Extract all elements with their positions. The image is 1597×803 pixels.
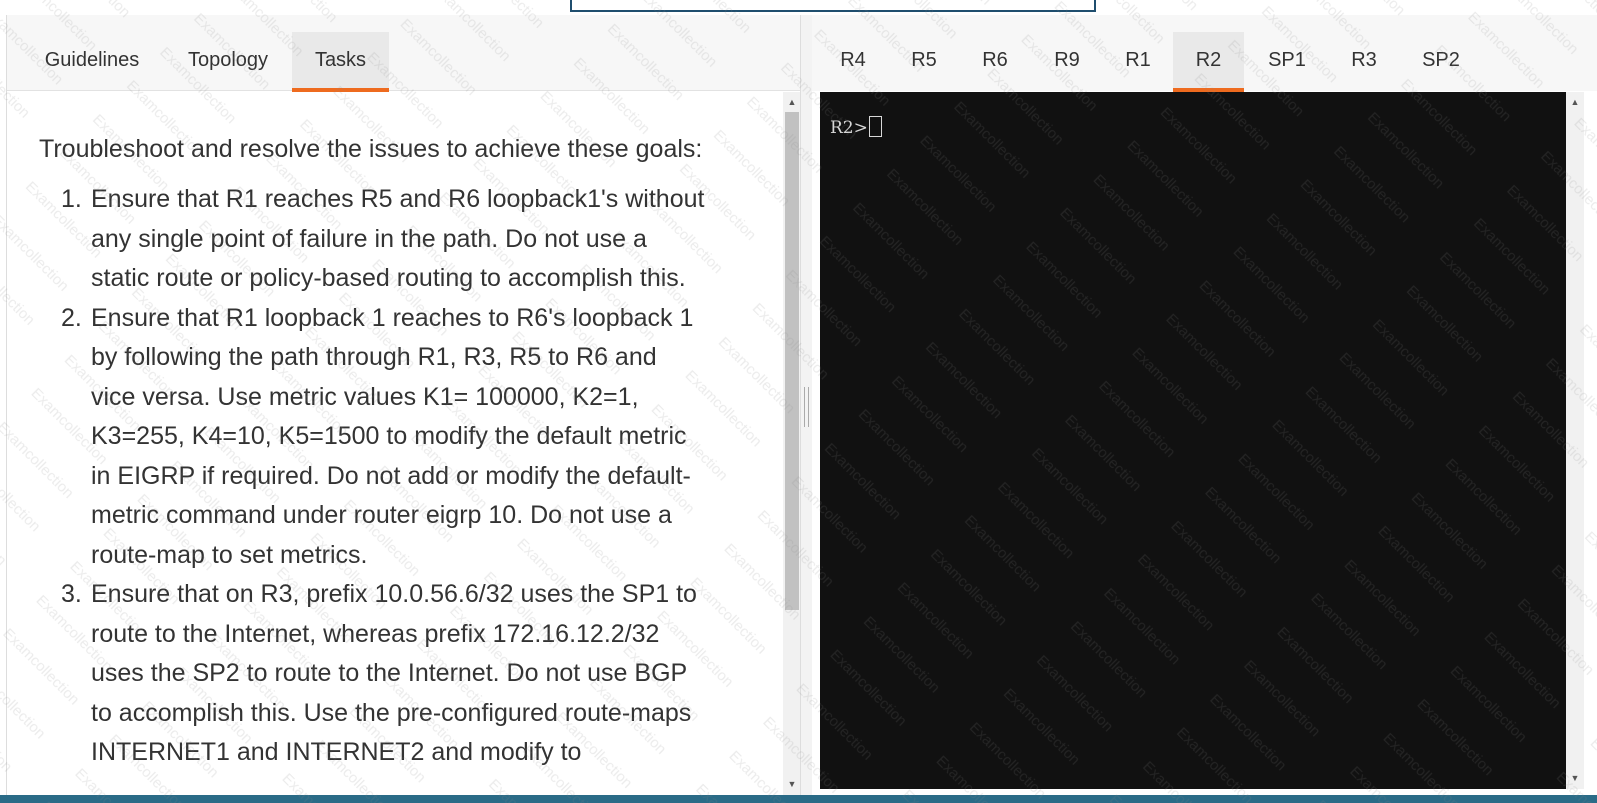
splitter-grip-icon[interactable] (804, 387, 809, 427)
terminal-scrollbar[interactable] (1566, 92, 1584, 789)
goal-text-line: route to the Internet, whereas prefix 172.16.12.2/32 (91, 619, 660, 648)
terminal-console[interactable] (820, 92, 1566, 789)
goals-list (39, 180, 783, 773)
goal-text-line: Ensure that R1 reaches R5 and R6 loopback1's without (91, 185, 705, 213)
tab-tasks[interactable]: Tasks (292, 32, 389, 92)
tasks-intro: Troubleshoot and resolve the issues to achieve these goals: (39, 135, 703, 163)
tasks-scrollbar[interactable] (783, 92, 801, 795)
goal-text-line: vice versa. Use metric values K1= 100000, K2=1, (91, 382, 639, 411)
goal-text-line: metric command under router eigrp 10. Do not use a (91, 501, 672, 529)
tab-device-r2[interactable]: R2 (1173, 32, 1244, 92)
goal-number: 2. (61, 303, 82, 332)
tab-device-sp1[interactable]: SP1 (1268, 49, 1306, 71)
goal-text-line: static route or policy-based routing to accomplish this. (91, 264, 686, 292)
tab-device-r4[interactable]: R4 (840, 49, 866, 71)
tab-device-r9[interactable]: R9 (1054, 49, 1080, 71)
tab-topology[interactable]: Topology (187, 49, 269, 71)
tab-device-r1[interactable]: R1 (1125, 49, 1151, 71)
right-pane (812, 15, 1597, 795)
goal-item (39, 180, 769, 299)
popup-window-edge (570, 0, 1096, 12)
left-pane (6, 15, 800, 795)
goal-text-line: by following the path through R1, R3, R5 to R6 and (91, 343, 657, 371)
goal-text-line: uses the SP2 to route to the Internet. Do not use BGP (91, 659, 688, 687)
terminal-cursor (869, 116, 882, 137)
goal-text-line: Ensure that on R3, prefix 10.0.56.6/32 uses the SP1 to (91, 580, 697, 608)
goal-number: 3. (61, 580, 82, 608)
pane-splitter[interactable] (800, 15, 812, 795)
goal-text-line: K3=255, K4=10, K5=1500 to modify the default metric (91, 422, 687, 450)
terminal-scroll-up-icon[interactable]: ▲ (1570, 97, 1580, 107)
goal-text-line: INTERNET1 and INTERNET2 and modify to (91, 738, 582, 766)
tab-device-r6[interactable]: R6 (982, 49, 1008, 71)
goal-text-line: to accomplish this. Use the pre-configured route-maps (91, 698, 692, 727)
tab-guidelines[interactable]: Guidelines (44, 49, 140, 71)
goal-item (39, 299, 769, 576)
device-tab-bar (812, 15, 1597, 91)
bottom-bar (0, 795, 1597, 803)
terminal-scroll-down-icon[interactable]: ▼ (1570, 773, 1580, 783)
tab-device-r5[interactable]: R5 (911, 49, 937, 71)
goal-item (39, 575, 769, 773)
goal-text-line: route-map to set metrics. (91, 540, 368, 569)
terminal-prompt: R2> (830, 118, 868, 138)
goal-text-line: any single point of failure in the path. Do not use a (91, 224, 647, 253)
scroll-down-arrow-icon[interactable]: ▼ (787, 779, 797, 789)
tab-device-r3[interactable]: R3 (1351, 49, 1377, 71)
terminal-prompt-line (830, 116, 882, 138)
scroll-up-arrow-icon[interactable]: ▲ (787, 97, 797, 107)
goal-text-line: in EIGRP if required. Do not add or modify the default- (91, 461, 691, 490)
tab-device-sp2[interactable]: SP2 (1422, 49, 1460, 71)
left-tab-bar (7, 15, 801, 91)
tasks-content (7, 92, 783, 795)
tasks-scrollbar-thumb[interactable] (785, 112, 799, 610)
goal-text-line: Ensure that R1 loopback 1 reaches to R6's loopback 1 (91, 303, 694, 332)
goal-number: 1. (61, 185, 82, 213)
